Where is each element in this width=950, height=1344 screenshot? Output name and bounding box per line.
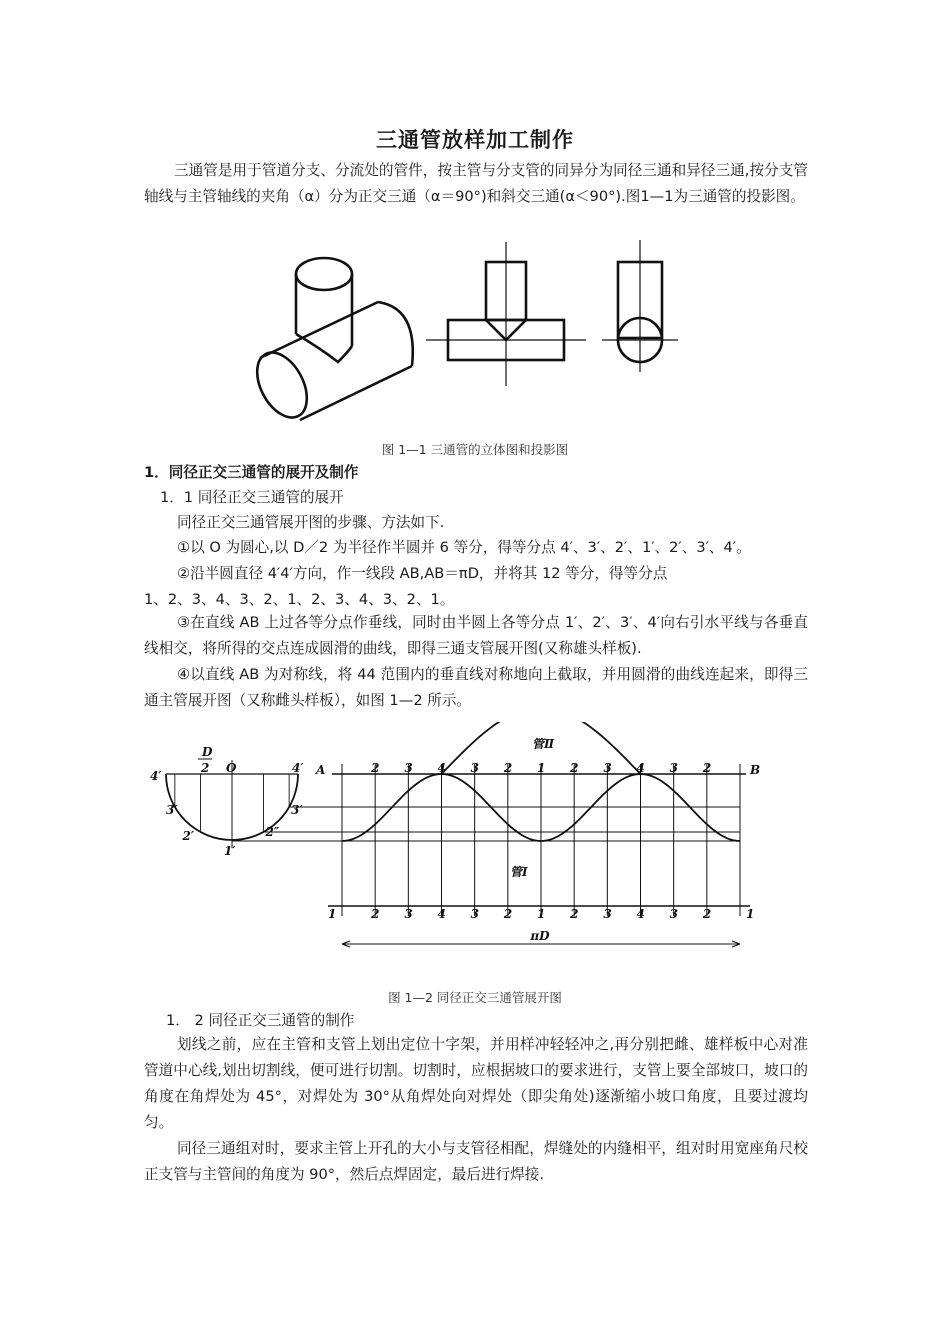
figure2-caption: 图 1—2 同径正交三通管展开图 (388, 990, 562, 1005)
main-pipe-end (250, 344, 317, 426)
intro-paragraph: 三通管是用于管道分支、分流处的管件，按主管与分支管的同异分为同径三通和异径三通,按分支管轴线与主管轴线的夹角（α）分为正交三通（α＝90°)和斜交三通(α＜90°).图1—1为三通管的投影图。 (144, 162, 808, 205)
bottom-division-label: 1 (537, 907, 546, 921)
step-2-line-2: 1、2、3、4、3、2、1、2、3、4、3、2、1。 (144, 591, 455, 608)
bottom-division-label: 2 (702, 907, 712, 921)
branch-pipe-top (296, 258, 352, 290)
bottom-division-label: 2 (570, 907, 579, 921)
label-D-over-2-numerator: D (202, 745, 213, 759)
top-division-label: 4 (437, 761, 446, 775)
step-4: ④以直线 AB 为对称线，将 44 范围内的垂直线对称地向上截取，并用圆滑的曲线连起来，即得三通主管展开图（又称雌头样板），如图 1—2 所示。 (144, 666, 808, 709)
semicircle-point-label: 2′ (182, 829, 195, 843)
label-branch-pipe: 管Ⅰ (510, 865, 528, 879)
top-division-label: 2 (570, 761, 579, 775)
subsection-1-2-heading: 1． 2 同径正交三通管的制作 (166, 1012, 355, 1029)
semicircle-point-label: 2″ (265, 825, 280, 839)
step-3: ③在直线 AB 上过各等分点作垂线，同时由半圆上各等分点 1′、2′、3′、4′向右引水平线与各垂直线相交，将所得的交点连成圆滑的曲线，即得三通支管展开图(又称雄头样板). (144, 614, 808, 657)
welding-paragraph: 同径三通组对时，要求主管上开孔的大小与支管径相配，焊缝处的内缝相平，组对时用宽座角尺校正支管与主管间的角度为 90°，然后点焊固定，最后进行焊接. (144, 1140, 808, 1183)
top-division-label: 2 (702, 761, 712, 775)
semicircle-point-label: 4′ (292, 761, 304, 775)
semicircle-point-label: 4′ (150, 769, 162, 783)
cutting-paragraph: 划线之前，应在主管和支管上划出定位十字架，并用样冲轻轻冲之,再分别把雌、雄样板中心对准管道中心线,划出切割线，便可进行切割。切割时，应根据坡口的要求进行，支管上要全部坡口，坡口的角度在角焊处为 45°，对焊处为 30°从角焊处向对焊处（即尖角处)逐渐缩小坡口角度，且要过渡均匀。 (144, 1036, 808, 1131)
bottom-division-label: 4 (636, 907, 645, 921)
label-A: A (316, 763, 326, 777)
bottom-division-label: 2 (371, 907, 380, 921)
bottom-division-label: 3 (404, 907, 413, 921)
bottom-division-label: 4 (437, 907, 446, 921)
bottom-division-label: 3 (669, 907, 679, 921)
top-division-label: 3 (603, 761, 612, 775)
step-2-line-1: ②沿半圆直径 4′4′方向，作一线段 AB,AB＝πD，并将其 12 等分，得等分点 (177, 565, 668, 582)
step-1: ①以 O 为圆心,以 D／2 为半径作半圆并 6 等分，得等分点 4′、3′、2′、1′、2′、3′、4′。 (177, 539, 751, 556)
label-main-pipe: 管Ⅱ (532, 737, 555, 751)
top-division-label: 4 (636, 761, 645, 775)
bottom-division-label: 3 (470, 907, 480, 921)
semicircle-point-label: 1′ (224, 844, 236, 858)
label-piD: πD (530, 929, 550, 943)
bottom-division-label: 3 (603, 907, 612, 921)
top-division-label: 3 (470, 761, 480, 775)
figure1-tee-projections (250, 236, 700, 432)
subsection-1-1-heading: 1．1 同径正交三通管的展开 (160, 489, 344, 506)
bottom-division-label: 1 (328, 907, 337, 921)
top-division-label: 1 (537, 761, 546, 775)
top-division-label: 3 (404, 761, 413, 775)
semicircle-point-label: 3′ (291, 803, 303, 817)
bottom-division-label: 1 (746, 907, 755, 921)
label-B: B (750, 763, 761, 777)
figure2-development-drawing (140, 722, 780, 984)
page-title: 三通管放样加工制作 (376, 128, 574, 152)
section1-heading: 1．同径正交三通管的展开及制作 (144, 464, 359, 481)
semicircle-point-label: 3′ (166, 803, 178, 817)
label-O: O (226, 761, 237, 775)
figure1-caption: 图 1—1 三通管的立体图和投影图 (381, 442, 569, 457)
bottom-division-label: 2 (503, 907, 513, 921)
subsection-1-1-intro: 同径正交三通管展开图的步骤、方法如下. (177, 514, 445, 531)
top-division-label: 3 (669, 761, 679, 775)
top-division-label: 2 (371, 761, 380, 775)
top-division-label: 2 (503, 761, 513, 775)
label-D-over-2-denominator: 2 (201, 761, 210, 775)
